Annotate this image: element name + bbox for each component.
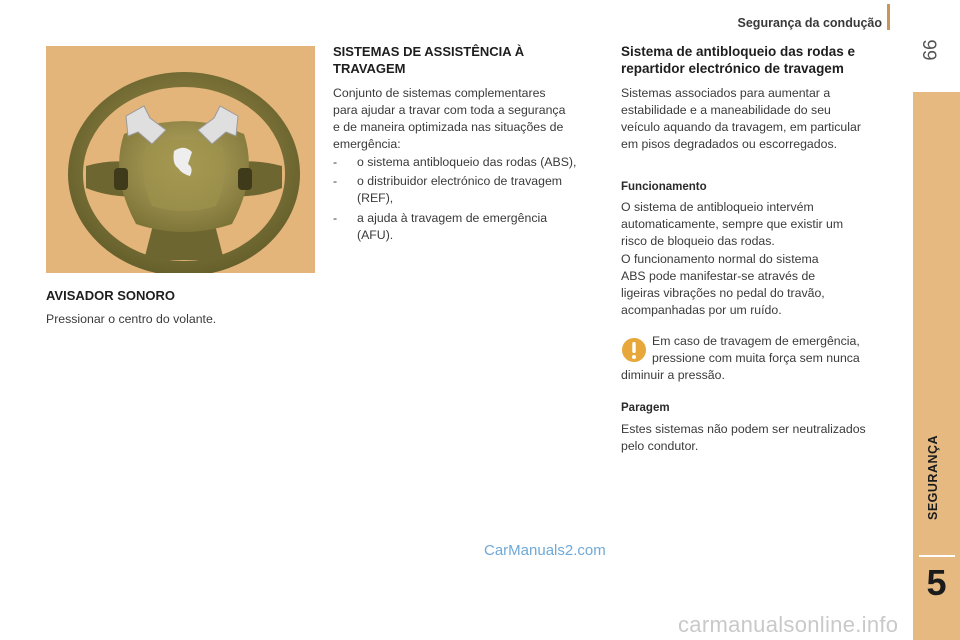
subsection-title-stopping: Paragem bbox=[621, 402, 670, 414]
list-dash: - bbox=[333, 174, 338, 188]
text-line: em pisos degradados ou escorregados. bbox=[621, 137, 838, 151]
text-line: risco de bloqueio das rodas. bbox=[621, 234, 775, 248]
text-line: Sistemas associados para aumentar a bbox=[621, 86, 831, 100]
text-line: O funcionamento normal do sistema bbox=[621, 252, 819, 266]
exclamation-warning-icon bbox=[621, 337, 647, 363]
list-item-text: o sistema antibloqueio das rodas (ABS), bbox=[357, 155, 577, 169]
list-dash: - bbox=[333, 155, 338, 169]
header-accent-rule bbox=[887, 4, 890, 30]
steering-wheel-icon bbox=[46, 46, 315, 273]
chapter-label: SEGURANÇA bbox=[926, 434, 940, 520]
chapter-side-tab bbox=[913, 92, 960, 640]
list-item-text: (AFU). bbox=[357, 228, 394, 242]
title-line: TRAVAGEM bbox=[333, 61, 406, 76]
warning-text: Em caso de travagem de emergência, bbox=[652, 334, 860, 348]
title-line: repartidor electrónico de travagem bbox=[621, 61, 844, 76]
text-line: O sistema de antibloqueio intervém bbox=[621, 200, 814, 214]
text-line: emergência: bbox=[333, 137, 401, 151]
subsection-title-operation: Funcionamento bbox=[621, 181, 707, 193]
warning-text: pressione com muita força sem nunca bbox=[652, 351, 860, 365]
text-line: ABS pode manifestar-se através de bbox=[621, 269, 816, 283]
chapter-divider bbox=[919, 555, 955, 557]
page-number: 99 bbox=[918, 39, 939, 61]
text-line: Estes sistemas não podem ser neutralizados bbox=[621, 422, 866, 436]
braking-assist-intro bbox=[333, 85, 598, 153]
section-title-abs bbox=[621, 43, 899, 77]
text-line: acompanhadas por um ruído. bbox=[621, 303, 782, 317]
list-dash: - bbox=[333, 211, 338, 225]
list-item-text: a ajuda à travagem de emergência bbox=[357, 211, 548, 225]
running-header: Segurança da condução bbox=[737, 16, 882, 30]
section-title-horn: AVISADOR SONORO bbox=[46, 288, 176, 303]
text-line: e de maneira optimizada nas situações de bbox=[333, 120, 564, 134]
watermark-link[interactable]: CarManuals2.com bbox=[484, 542, 606, 559]
title-line: Sistema de antibloqueio das rodas e bbox=[621, 44, 856, 59]
operation-paragraph bbox=[621, 251, 896, 319]
steering-wheel-illustration bbox=[46, 46, 315, 273]
horn-instruction-text: Pressionar o centro do volante. bbox=[46, 312, 217, 326]
title-line: SISTEMAS DE ASSISTÊNCIA À bbox=[333, 44, 525, 59]
section-title-braking-assist bbox=[333, 43, 593, 77]
stopping-paragraph bbox=[621, 421, 901, 455]
list-item-text: o distribuidor electrónico de travagem bbox=[357, 174, 563, 188]
abs-intro bbox=[621, 85, 896, 153]
watermark-text: carmanualsonline.info bbox=[678, 612, 899, 637]
chapter-number: 5 bbox=[926, 562, 947, 603]
text-line: estabilidade e a maneabilidade do seu bbox=[621, 103, 831, 117]
operation-paragraph bbox=[621, 199, 896, 250]
text-line: para ajudar a travar com toda a segurança bbox=[333, 103, 566, 117]
text-line: veículo aquando da travagem, em particular bbox=[621, 120, 861, 134]
text-line: pelo condutor. bbox=[621, 439, 699, 453]
text-line: ligeiras vibrações no pedal do travão, bbox=[621, 286, 825, 300]
list-item-text: (REF), bbox=[357, 191, 394, 205]
text-line: Conjunto de sistemas complementares bbox=[333, 86, 546, 100]
warning-text: diminuir a pressão. bbox=[621, 368, 725, 382]
text-line: automaticamente, sempre que existir um bbox=[621, 217, 844, 231]
